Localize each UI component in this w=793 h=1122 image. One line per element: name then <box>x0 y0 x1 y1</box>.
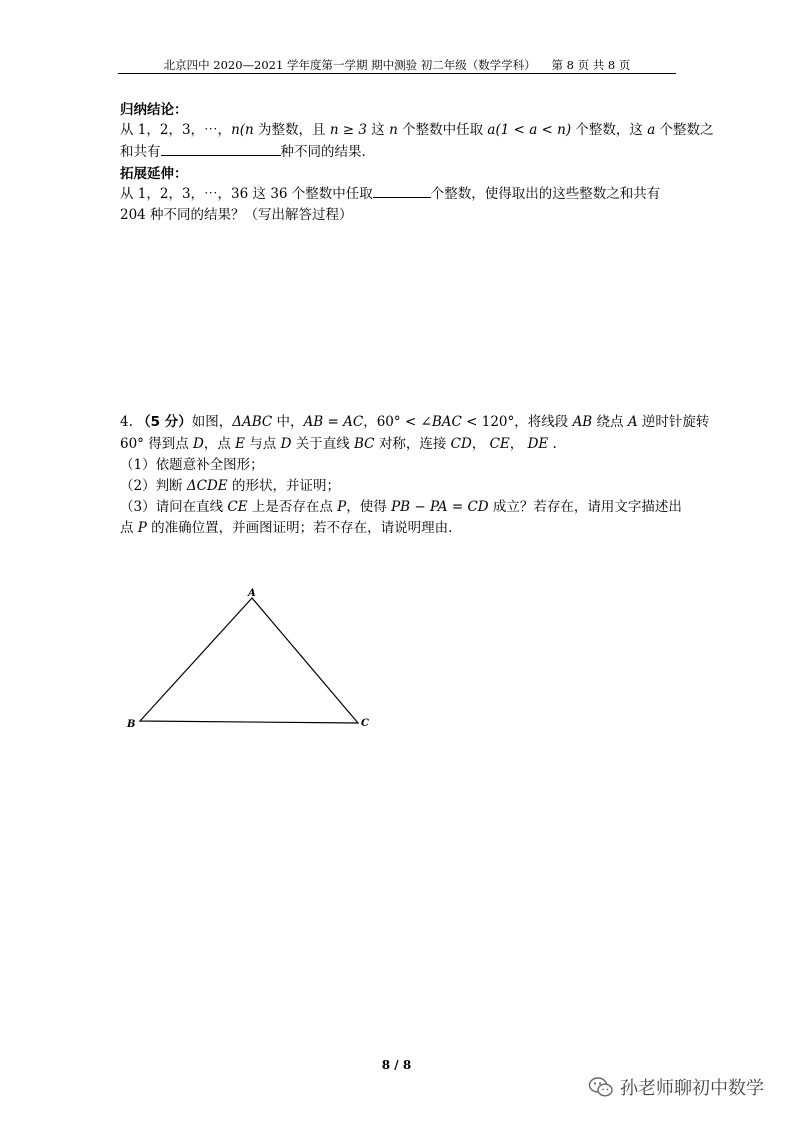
vertex-label-c: C <box>361 718 369 729</box>
extension-line-1 <box>120 182 660 202</box>
math: n(n <box>231 122 254 138</box>
text: 中， <box>272 414 304 430</box>
question4-sub-4 <box>120 516 452 536</box>
text: 60° 得到点 <box>120 436 194 452</box>
math: DE <box>527 436 549 452</box>
triangle-abc-figure <box>120 580 380 740</box>
text: ， <box>471 436 490 452</box>
math: CD <box>450 436 472 452</box>
math: ΔABC <box>232 414 273 430</box>
text: ， <box>509 436 528 452</box>
text: 成立？若存在，请用文字描述出 <box>488 499 682 515</box>
text: （2）判断 <box>120 478 187 494</box>
triangle-abc <box>140 598 358 723</box>
answer-blank[interactable] <box>161 141 281 156</box>
math: BC <box>354 436 375 452</box>
question4-line-2 <box>120 432 557 452</box>
text: 种不同的结果. <box>280 144 366 160</box>
math: ΔCDE <box>186 478 228 494</box>
text: 绕点 <box>592 414 628 430</box>
math: E <box>235 436 245 452</box>
question-number: 4. <box>120 414 138 430</box>
text: 对称，连接 <box>374 436 451 452</box>
extension-line-2: 204 种不同的结果？（写出解答过程） <box>120 207 353 223</box>
vertex-label-a: A <box>248 588 256 599</box>
page-header <box>118 57 676 74</box>
math: D <box>280 436 292 452</box>
text: 个整数之 <box>655 122 714 138</box>
conclusion-line-1 <box>120 118 714 138</box>
header-page-of: 第 8 页 共 8 页 <box>551 58 631 72</box>
question4-sub-3 <box>120 495 682 515</box>
text: 点 <box>120 520 138 536</box>
math: a(1 < a < n) <box>487 122 572 138</box>
math: n ≥ 3 <box>329 122 367 138</box>
question4-sub-2 <box>120 474 340 494</box>
text: 上是否存在点 <box>247 499 338 515</box>
math: BAC <box>431 414 462 430</box>
text: 个整数中任取 <box>397 122 488 138</box>
conclusion-title: 归纳结论： <box>120 102 188 118</box>
text: 和共有 <box>120 144 161 160</box>
text: . <box>548 436 557 452</box>
text: 为整数，且 <box>253 122 330 138</box>
score: （5 分） <box>137 414 192 430</box>
math: PB − PA = CD <box>391 499 489 515</box>
header-school-term: 北京四中 2020—2021 学年度第一学期 期中测验 初二年级（数学学科） <box>163 58 536 72</box>
text: （3）请问在直线 <box>120 499 228 515</box>
text: 这 <box>367 122 390 138</box>
math: AB = AC <box>303 414 364 430</box>
math: P <box>137 520 147 536</box>
watermark <box>588 1074 764 1100</box>
math: n <box>389 122 398 138</box>
text: 关于直线 <box>291 436 355 452</box>
math: D <box>193 436 204 452</box>
math: AB <box>572 414 593 430</box>
math: P <box>337 499 347 515</box>
math: a <box>647 122 656 138</box>
math: A <box>627 414 638 430</box>
math: CE <box>227 499 248 515</box>
text: 个整数，这 <box>571 122 648 138</box>
text: ，60° < ∠ <box>363 414 432 430</box>
vertex-label-b: B <box>127 719 136 730</box>
text: 个整数，使得取出的这些整数之和共有 <box>430 186 661 202</box>
wechat-icon <box>588 1076 614 1098</box>
conclusion-line-2 <box>120 140 366 160</box>
watermark-text: 孙老师聊初中数学 <box>620 1078 764 1099</box>
text: 逆时针旋转 <box>637 414 710 430</box>
text: 从 1，2，3，⋯， <box>120 122 232 138</box>
question4-line-1 <box>120 410 709 430</box>
text: 从 1，2，3，⋯，36 这 36 个整数中任取 <box>120 186 373 202</box>
answer-blank[interactable] <box>373 183 431 198</box>
text: < 120°，将线段 <box>461 414 573 430</box>
page-footer: 8 / 8 <box>381 1058 412 1072</box>
text: 与点 <box>245 436 281 452</box>
question4-sub-1: （1）依题意补全图形； <box>120 457 264 473</box>
text: 的形状，并证明； <box>227 478 340 494</box>
text: 如图， <box>191 414 233 430</box>
text: ，使得 <box>346 499 392 515</box>
extension-title: 拓展延伸： <box>120 166 188 182</box>
math: CE <box>489 436 510 452</box>
text: ，点 <box>203 436 236 452</box>
text: 的准确位置，并画图证明；若不存在，请说明理由. <box>146 520 453 536</box>
